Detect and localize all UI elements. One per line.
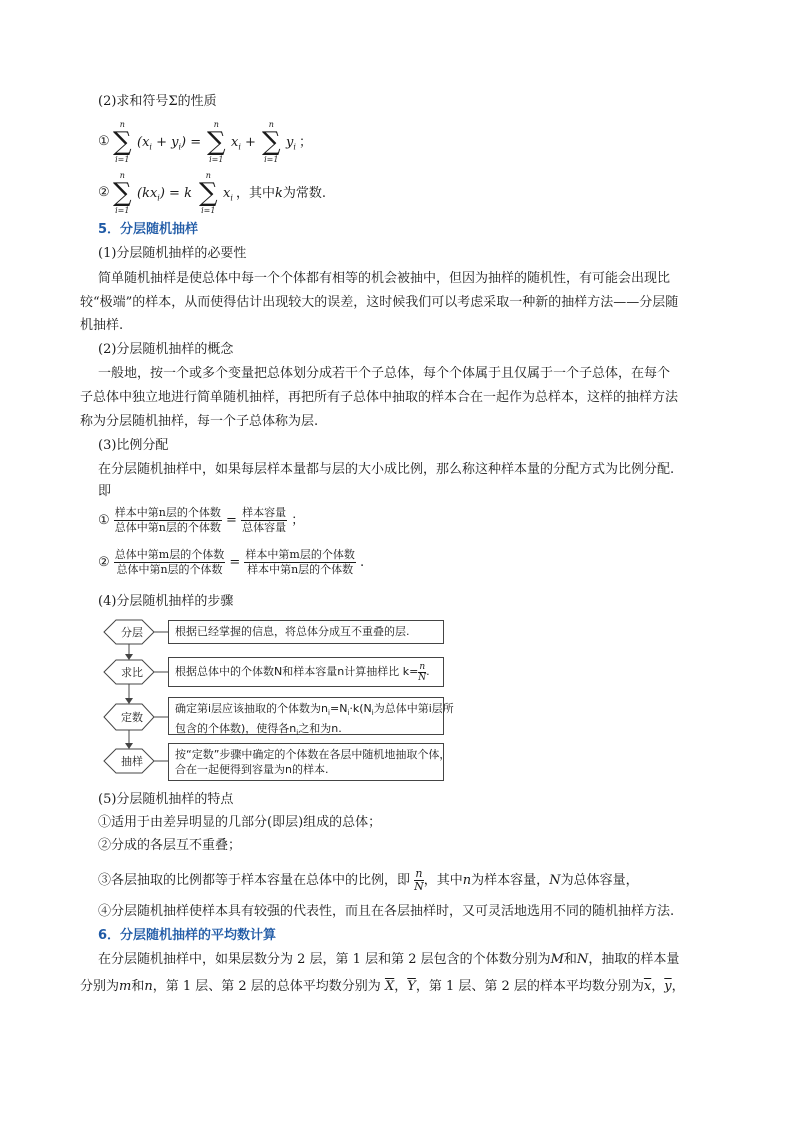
fraction: $\frac{n}{N}$: [414, 867, 424, 893]
item-marker: ②: [98, 185, 110, 200]
paragraph-line: 在分层随机抽样中，如果每层样本量都与层的大小成比例，那么称这种样本量的分配方式为比例分配.: [98, 462, 675, 477]
flow-label-4: 抽样: [121, 755, 143, 768]
sum-term: $y_i$: [286, 135, 296, 152]
sum-property-1: [98, 132, 110, 152]
flow-label-1: 分层: [121, 626, 143, 639]
mean-y: $\overline{y}$: [664, 979, 672, 994]
flow-step-3-box: 确定第i层应该抽取的个体数为$n_i=N_i\cdot k(N_i$为总体中第i层所 包含的个体数)，使得各$n_i$之和为n.: [168, 697, 444, 735]
paragraph-line: 较“极端”的样本，从而使得估计出现较大的误差，这时候我们可以考虑采取一种新的抽样方法——分层随: [80, 295, 679, 310]
paragraph-line: 分别为m和n，第 1 层、第 2 层的总体平均数分别为 $\overline{X}$，$\overline{Y}$，第 1 层、第 2 层的样本平均数分别为$\overline{x}$，$\overline{y}$，: [80, 979, 685, 994]
paragraph-line: 一般地，按一个或多个变量把总体划分成若干个子总体，每个个体属于且仅属于一个子总体，在每个: [98, 366, 671, 381]
sigma-symbol: n ∑ i=1: [113, 120, 132, 164]
flow-label-2: 求比: [121, 666, 143, 679]
paragraph-line: 在分层随机抽样中，如果层数分为 2 层，第 1 层和第 2 层包含的个体数分别为M和N，抽取的样本量: [98, 952, 680, 967]
section-5-title: 5．分层随机抽样: [98, 222, 199, 237]
flow-step-4-box: 按“定数”步骤中确定的个体数在各层中随机地抽取个体， 合在一起便得到容量为n的样本.: [168, 743, 444, 781]
ratio-formula-1: ① $\frac{\text{样本中第n层的个体数}}{\text{总体中第n层的个体数}}$ = $\frac{\text{样本容量}}{\text{总体容量}}$ ；: [98, 506, 305, 534]
sum-term: $x_i$ +: [231, 135, 256, 152]
flow-label-3: 定数: [121, 711, 143, 724]
flow-step-2-box: 根据总体中的个体数N和样本容量n计算抽样比 k= $\frac{n}{N}$ .: [168, 657, 444, 687]
feature-4: ④分层随机抽样使样本具有较强的代表性，而且在各层抽样时，又可灵活地选用不同的随机抽样方法.: [98, 904, 675, 919]
sigma-symbol: n ∑ i=1: [199, 171, 218, 215]
section-6-title: 6．分层随机抽样的平均数计算: [98, 928, 277, 943]
mean-Y: $\overline{Y}$: [407, 979, 416, 994]
mean-X: $\overline{X}$: [384, 979, 395, 994]
fraction: $\frac{\text{样本容量}}{\text{总体容量}}$: [242, 506, 287, 534]
flow-step-text: 根据总体中的个体数N和样本容量n计算抽样比 k=: [175, 665, 419, 678]
sum-term: $(kx_i) = k$: [137, 186, 192, 203]
sum-note: ，其中k为常数.: [236, 186, 327, 201]
paragraph-line: 即: [98, 484, 112, 499]
heading-steps: (4)分层随机抽样的步骤: [98, 594, 234, 609]
fraction: $\frac{n}{N}$: [418, 661, 427, 683]
sum-term: $(x_i + y_i)$ =: [137, 135, 202, 152]
flow-step-text: 根据已经掌握的信息，将总体分成互不重叠的层.: [175, 625, 410, 638]
ratio-formula-2: ② $\frac{\text{总体中第m层的个体数}}{\text{总体中第n层的个体数}}$ = $\frac{\text{样本中第m层的个体数}}{\text{样本中第n层的个体数}}$ .: [98, 548, 365, 576]
item-marker: ①: [98, 134, 110, 149]
fraction: $\frac{\text{样本中第m层的个体数}}{\text{样本中第n层的个体数}}$: [245, 548, 355, 576]
sigma-symbol: n ∑ i=1: [113, 171, 132, 215]
sigma-symbol: n ∑ i=1: [207, 120, 226, 164]
sum-term: $x_i$: [223, 186, 233, 203]
paragraph-line: 简单随机抽样是使总体中每一个个体都有相等的机会被抽中，但因为抽样的随机性，有可能会出现比: [98, 271, 671, 286]
heading-concept: (2)分层随机抽样的概念: [98, 342, 234, 357]
sigma-symbol: n ∑ i=1: [262, 120, 281, 164]
paragraph-line: 子总体中独立地进行简单随机抽样，再把所有子总体中抽取的样本合在一起作为总样本，这样的抽样方法: [80, 390, 679, 405]
punctuation: ；: [299, 135, 313, 150]
paragraph-line: 机抽样.: [80, 318, 124, 333]
mean-x: $\overline{x}$: [643, 979, 652, 994]
heading-sum-properties: (2)求和符号Σ的性质: [98, 94, 217, 109]
feature-2: ②分成的各层互不重叠；: [98, 838, 242, 853]
flow-step-1-box: [168, 620, 444, 644]
heading-proportional: (3)比例分配: [98, 438, 169, 453]
paragraph-line: 称为分层随机抽样，每一个子总体称为层.: [80, 414, 319, 429]
feature-1: ①适用于由差异明显的几部分(即层)组成的总体；: [98, 815, 382, 830]
heading-necessity: (1)分层随机抽样的必要性: [98, 246, 247, 261]
feature-3: ③各层抽取的比例都等于样本容量在总体中的比例，即 $\frac{n}{N}$ ，其中n为样本容量，N为总体容量，: [98, 867, 639, 893]
fraction: $\frac{\text{总体中第m层的个体数}}{\text{总体中第n层的个体数}}$: [114, 548, 225, 576]
heading-features: (5)分层随机抽样的特点: [98, 792, 234, 807]
fraction: $\frac{\text{样本中第n层的个体数}}{\text{总体中第n层的个体数}}$: [114, 506, 221, 534]
